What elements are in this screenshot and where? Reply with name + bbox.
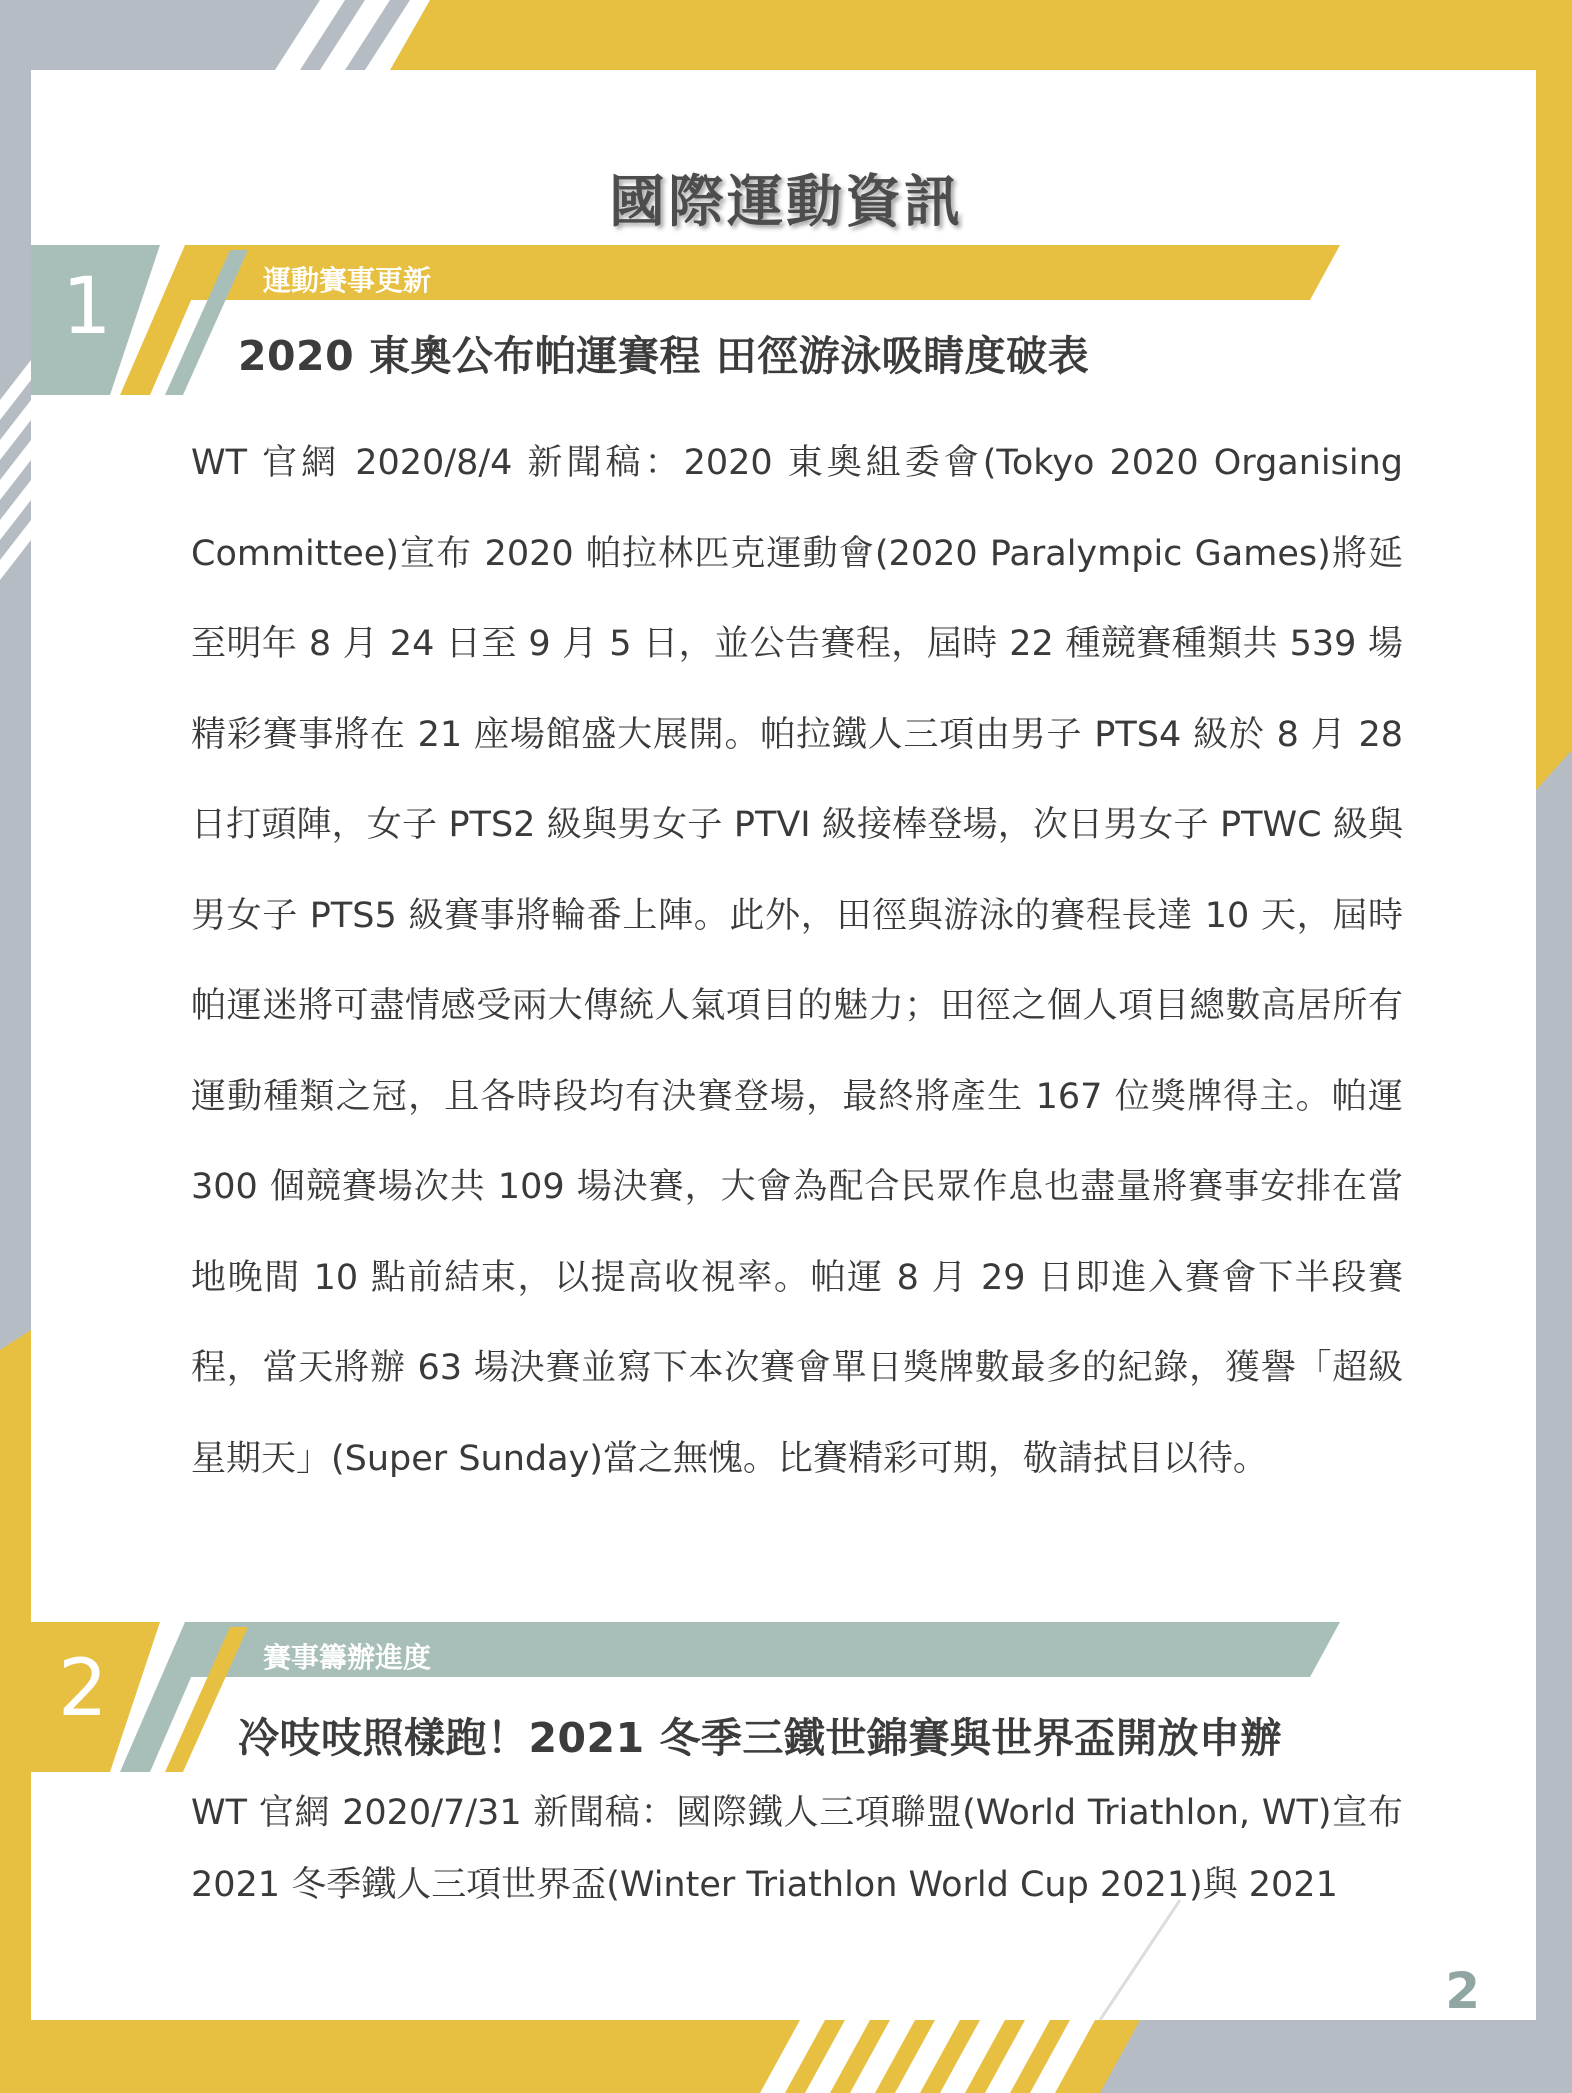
section2-number: 2 [58, 1644, 108, 1734]
section1-number: 1 [62, 262, 112, 352]
section2-body: WT 官網 2020/7/31 新聞稿：國際鐵人三項聯盟(World Triathlon, WT)宣布 2021 冬季鐵人三項世界盃(Winter Triathlon World Cup 2021)與 2021 [191, 1793, 1403, 1905]
section1-body: WT 官網 2020/8/4 新聞稿：2020 東奧組委會(Tokyo 2020 Organising Committee)宣布 2020 帕拉林匹克運動會(2020 Paralympic Games)將延至明年 8 月 24 日至 9 月 5 日，並公告賽程，屆時 22 種競賽種類共 539 場精彩賽事將在 21 座場館盛大展開。帕拉鐵人三項由男子 PTS4 級於 8 月 28 日打頭陣，女子 PTS2 級與男女子 PTVI 級接棒登場，次日男女子 PTWC 級與男女子 PTS5 級賽事將輪番上陣。此外，田徑與游泳的賽程長達 10 天，屆時帕運迷將可盡情感受兩大傳統人氣項目的魅力；田徑之個人項目總數高居所有運動種類之冠，且各時段均有決賽登場，最終將產生 167 位獎牌得主。帕運 300 個競賽場次共 109 場決賽，大會為配合民眾作息也盡量將賽事安排在當地晚間 10 點前結束，以提高收視率。帕運 8 月 29 日即進入賽會下半段賽程，當天將辦 63 場決賽並寫下本次賽會單日獎牌數最多的紀錄，獲譽「超級星期天」(Super Sunday)當之無愧。比賽精彩可期，敬請拭目以待。 [191, 443, 1403, 1479]
page-title: 國際運動資訊 [609, 170, 963, 235]
section2-headline: 冷吱吱照樣跑！2021 冬季三鐵世錦賽與世界盃開放申辦 [238, 1714, 1282, 1762]
page-number: 2 [1445, 1962, 1480, 2020]
section2-tag: 賽事籌辦進度 [263, 1641, 432, 1674]
section1-headline: 2020 東奧公布帕運賽程 田徑游泳吸睛度破表 [238, 332, 1090, 380]
section1-tag: 運動賽事更新 [263, 264, 432, 297]
